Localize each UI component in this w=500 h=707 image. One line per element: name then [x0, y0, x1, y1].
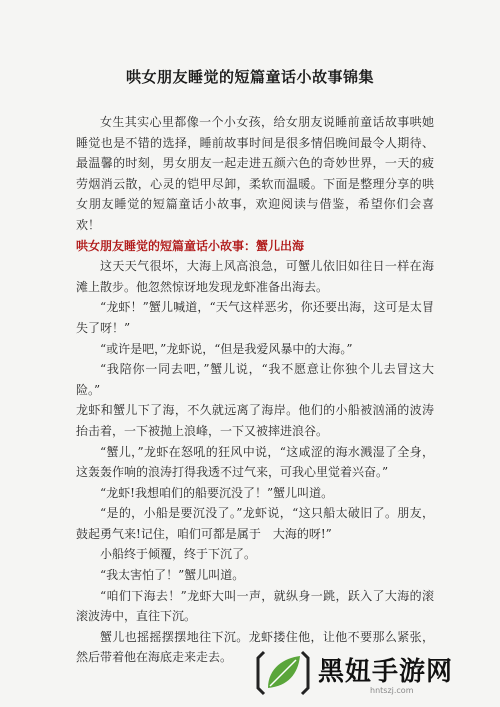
leaf-logo-icon [252, 648, 314, 698]
story-paragraph: “我太害怕了！”蟹儿叫道。 [100, 568, 245, 583]
story-paragraph: “蟹儿，”龙虾在怒吼的狂风中说，“这咸涩的海水溅湿了全身，这轰轰作响的浪涛打得我透不过气来，可我心里觉着兴奋。” [76, 444, 434, 480]
story-paragraph: “是的，小船是要沉没了。”龙虾说，“这只船太破旧了。朋友，鼓起勇气来!记住，咱们可都是属于 大海的呀!” [76, 506, 434, 541]
story-paragraph: “或许是吧，”龙虾说，“但是我爱风暴中的大海。” [100, 341, 353, 356]
story-paragraph: “龙虾！”蟹儿喊道，“天气这样恶劣，你还要出海，这可是太冒失了呀！” [76, 300, 434, 335]
watermark-brand: 黑妞手游网 [318, 657, 454, 687]
story-paragraph: 龙虾和蟹儿下了海，不久就远离了海岸。他们的小船被汹涌的波涛抬击着，一下被抛上浪峰，一下又被摔进浪谷。 [76, 403, 434, 438]
site-watermark [252, 648, 488, 698]
document-body [76, 112, 434, 668]
story-paragraph: “咱们下海去！”龙虾大叫一声，就纵身一跳，跃入了大海的滚滚波涛中，直往下沉。 [76, 588, 434, 624]
story-paragraph: 这天天气很坏，大海上风高浪急，可蟹儿依旧如往日一样在海滩上散步。他忽然惊讶地发现龙虾准备出海去。 [76, 259, 434, 294]
story-subheading: 哄女朋友睡觉的短篇童话小故事：蟹儿出海 [76, 238, 305, 253]
document-title: 哄女朋友睡觉的短篇童话小故事锦集 [125, 68, 374, 86]
story-paragraph: “龙虾!我想咱们的船要沉没了！”蟹儿叫道。 [100, 485, 334, 500]
story-paragraph: “我陪你一同去吧，”蟹儿说，“我不愿意让你独个儿去冒这大险。” [76, 362, 434, 397]
story-paragraph: 蟹儿也摇摇摆摆地往下沉。龙虾搂住他，让他不要那么紧张，然后带着他在海底走来走去。 [76, 629, 434, 665]
intro-paragraph: 女生其实心里都像一个小女孩，给女朋友说睡前童话故事哄她睡觉也是不错的选择，睡前故事时间是很多情侣晚间最令人期待、最温馨的时刻，男女朋友一起走进五颜六色的奇妙世界，一天的疲劳烟消云散，心灵的铠甲尽卸，柔软而温暖。下面是整理分享的哄女朋友睡觉的短篇童话小故事，欢迎阅读与借鉴，希望你们会喜欢！ [76, 115, 434, 232]
story-paragraph: 小船终于倾覆，终于下沉了。 [100, 547, 257, 562]
watermark-url: hntszj.com [370, 686, 414, 695]
